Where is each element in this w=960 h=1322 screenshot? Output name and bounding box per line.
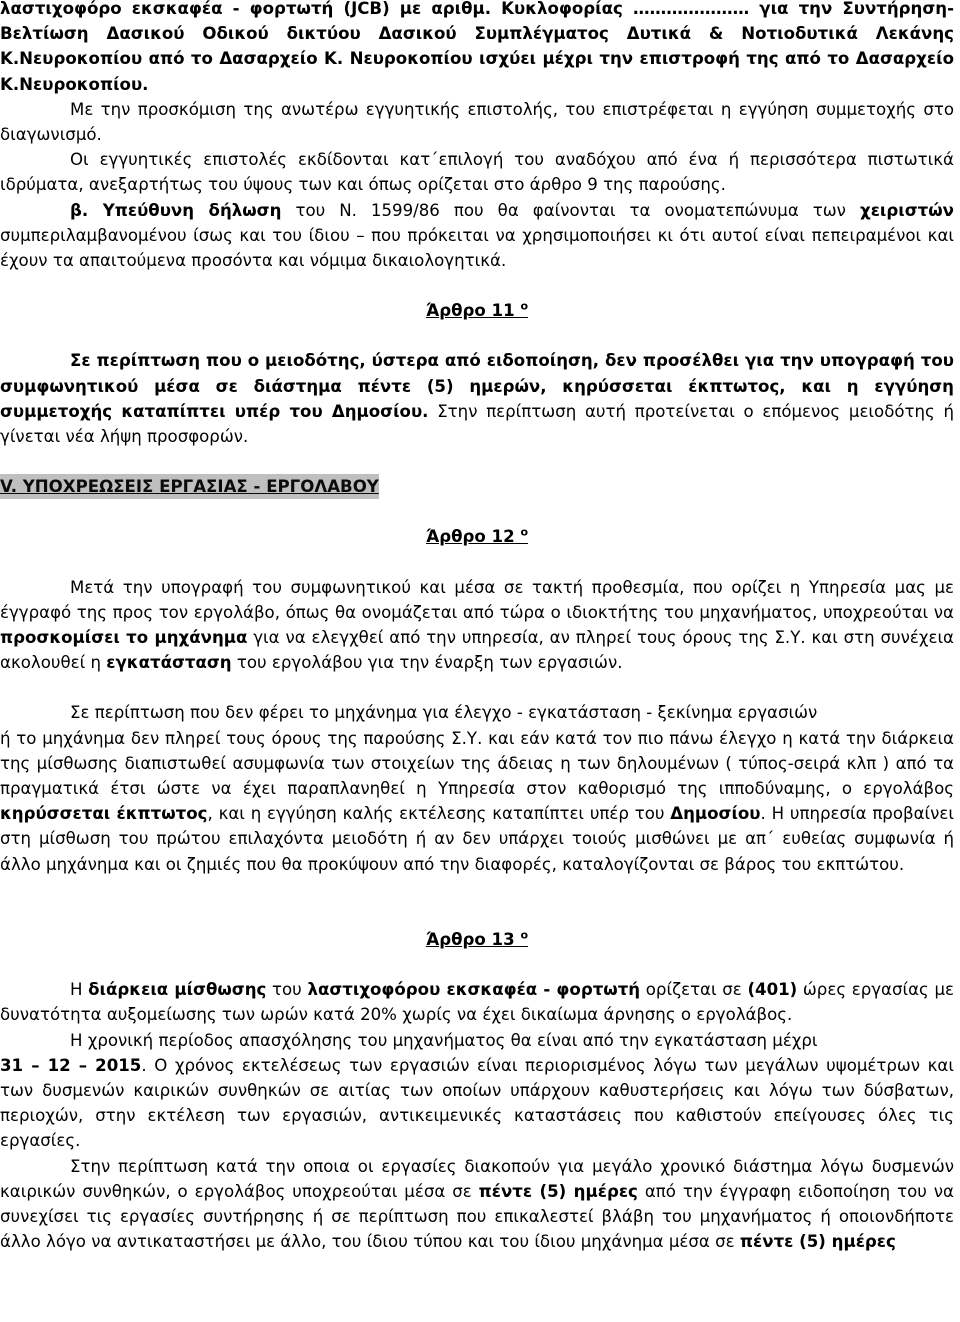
intro-bold-paragraph: λαστιχοφόρο εκσκαφέα - φορτωτή (JCB) με αριθμ. Κυκλοφορίας ………………… για την Συντήρηση-Βελτίωση Δασικού Οδικού δικτύου Δασικού Συμπλέγματος Δυτικά & Νοτιοδυτικά Λεκάνης Κ.Νευροκοπίου από το Δασαρχείο Κ. Νευροκοπίου ισχύει μέχρι την επιστροφή της από το Δασαρχείο Κ.Νευροκοπίου. [0, 0, 954, 94]
public-bold: Δημοσίου [670, 804, 761, 824]
article-13-title: Άρθρο 13 $^o$ [425, 928, 528, 949]
section-v-line [0, 474, 954, 499]
declaration-text-1: του Ν. 1599/86 που θα φαίνονται τα ονοματεπώνυμα των [281, 200, 860, 220]
article-13-paragraph-1: Η διάρκεια μίσθωσης του λαστιχοφόρου εκσκαφέα - φορτωτή ορίζεται σε (401) ώρες εργασίας με δυνατότητα αυξομείωσης των ωρών κατά 20% χωρίς να έχει δικαίωμα άρνησης ο εργολάβος. [0, 980, 954, 1025]
article-12-paragraph-2: ή το μηχάνημα δεν πληρεί τους όρους της παρούσης Σ.Υ. και εάν κατά τον πιο πάνω έλεγχο η κατά την διάρκεια της μίσθωσης διαπιστωθεί ασυμφωνία των στοιχείων της άδειας η των δηλουμένων ( τύπος-σειρά κλπ ) από τα πραγματικά έτσι ώστε να έχει παραπλανηθεί η Υπηρεσία στον καθορισμό της ιπποδύναμης, ο εργολάβος κηρύσσεται έκπτωτος, και η εγγύηση καλής εκτέλεσης καταπίπτει υπέρ του Δημοσίου. Η υπηρεσία προβαίνει στη μίσθωση του πρώτου επιλαχόντα μειοδότη ή αν δεν υπάρχει τοιούς μισθώνει με απ΄ ευθείας συμφωνία ή άλλο μηχάνημα και οι ζημιές που θα προκύψουν από την διαφορές, καταλογίζονται σε βάρος του εκπτώτου. [0, 728, 954, 874]
guarantee-return-paragraph: Με την προσκόμιση της ανωτέρω εγγυητικής επιστολής, του επιστρέφεται η εγγύηση συμμετοχής στο διαγωνισμό. [0, 99, 954, 145]
article-13-paragraph-2: 31 – 12 – 2015. Ο χρόνος εκτελέσεως των εργασιών είναι περιορισμένος λόγω των μεγάλων υψομέτρων και των δυσμενών καιρικών συνθηκών σε αιτίας των οποίων υπάρχουν καθυστερήσεις και λόγω των δύσβατων, περιοχών, στην εκτέλεση των εργασιών, αντικειμενικές καταστάσεις που καθιστούν επείγουσες όλες τις εργασίες. [0, 1055, 954, 1151]
hours-bold: (401) [747, 980, 798, 1000]
article-13-paragraph-3: Στην περίπτωση κατά την οποια οι εργασίες διακοπούν για μεγάλο χρονικό διάστημα λόγω δυσμενών καιρικών συνθηκών, ο εργολάβος υποχρεούται μέσα σε πέντε (5) ημέρες από την έγγραφη ειδοποίηση του να συνεχίσει τις εργασίες συντήρησης ή σε περίπτωση που επικαλεστεί βλάβη του μηχανήματος ή οποιονδήποτε άλλο λόγο να αντικαταστήσει με άλλο, του ίδιου τύπου και του ίδιου μηχάνημα μέσα σε πέντε (5) ημέρες [0, 1156, 954, 1252]
declaration-text-2: συμπεριλαμβανομένου ίσως και του ίδιου – που πρόκειται να χρησιμοποιήσει κι ότι αυτοί είναι πεπειραμένοι και έχουν τα απαιτούμενα προσόντα και νόμιμα δικαιολογητικά. [0, 225, 954, 271]
article-11-paragraph [0, 348, 954, 449]
article-11-text: Στην περίπτωση αυτή προτείνεται ο επόμενος μειοδότης ή γίνεται νέα λήψη προσφορών. [0, 401, 954, 447]
bring-machine-bold: προσκομίσει το μηχάνημα [0, 628, 248, 648]
five-days-bold-1: πέντε (5) ημέρες [478, 1181, 638, 1201]
section-v-heading: V. ΥΠΟΧΡΕΩΣΕΙΣ ΕΡΓΑΣΙΑΣ - ΕΡΓΟΛΑΒΟΥ [0, 474, 379, 499]
forfeit-bold: κηρύσσεται έκπτωτος [0, 804, 208, 824]
article-11-title: Άρθρο 11 $^o$ [425, 299, 528, 321]
lease-duration-bold: διάρκεια μίσθωσης [88, 980, 267, 1000]
end-date-bold: 31 – 12 – 2015 [0, 1055, 142, 1075]
guarantee-letters-paragraph: Οι εγγυητικές επιστολές εκδίδονται κατ΄επιλογή του αναδόχου από ένα ή περισσότερα πιστωτικά ιδρύματα, ανεξαρτήτως του ύψους των και όπως ορίζεται στο άρθρο 9 της παρούσης. [0, 150, 954, 195]
article-12-title: Άρθρο 12 $^o$ [425, 525, 528, 547]
declaration-label: β. Υπεύθυνη δήλωση [70, 200, 282, 220]
operators-bold: χειριστών [859, 200, 954, 220]
article-12-paragraph-1: Μετά την υπογραφή του συμφωνητικού και μέσα σε τακτή προθεσμία, που ορίζει η Υπηρεσία μας με έγγραφό της προς τον εργολάβο, όπως θα ονομάζεται από τώρα ο ιδιοκτήτης του μηχανήματος, υποχρεούται να προσκομίσει το μηχάνημα για να ελεγχθεί από την υπηρεσία, αν πληρεί τους όρους της Σ.Υ. και στη συνέχεια ακολουθεί η εγκατάσταση του εργολάβου για την έναρξη των εργασιών. [0, 577, 954, 673]
five-days-bold-2: πέντε (5) ημέρες [739, 1232, 896, 1252]
installation-bold: εγκατάσταση [106, 653, 232, 673]
article-13-paragraph-2-line-1: Η χρονική περίοδος απασχόλησης του μηχανήματος θα είναι από την εγκατάσταση μέχρι [70, 1030, 818, 1050]
machine-type-bold: λαστιχοφόρου εκσκαφέα - φορτωτή [307, 980, 641, 1000]
responsible-declaration-paragraph [0, 198, 954, 274]
article-11-bold: Σε περίπτωση που ο μειοδότης, ύστερα από ειδοποίηση, δεν προσέλθει για την υπογραφή του συμφωνητικού μέσα σε διάστημα πέντε (5) ημερών, κηρύσσεται έκπτωτος, και η εγγύηση συμμετοχής καταπίπτει υπέρ του Δημοσίου. [0, 351, 954, 421]
article-12-paragraph-2-line-1: Σε περίπτωση που δεν φέρει το μηχάνημα για έλεγχο - εγκατάσταση - ξεκίνημα εργασιών [70, 703, 818, 723]
